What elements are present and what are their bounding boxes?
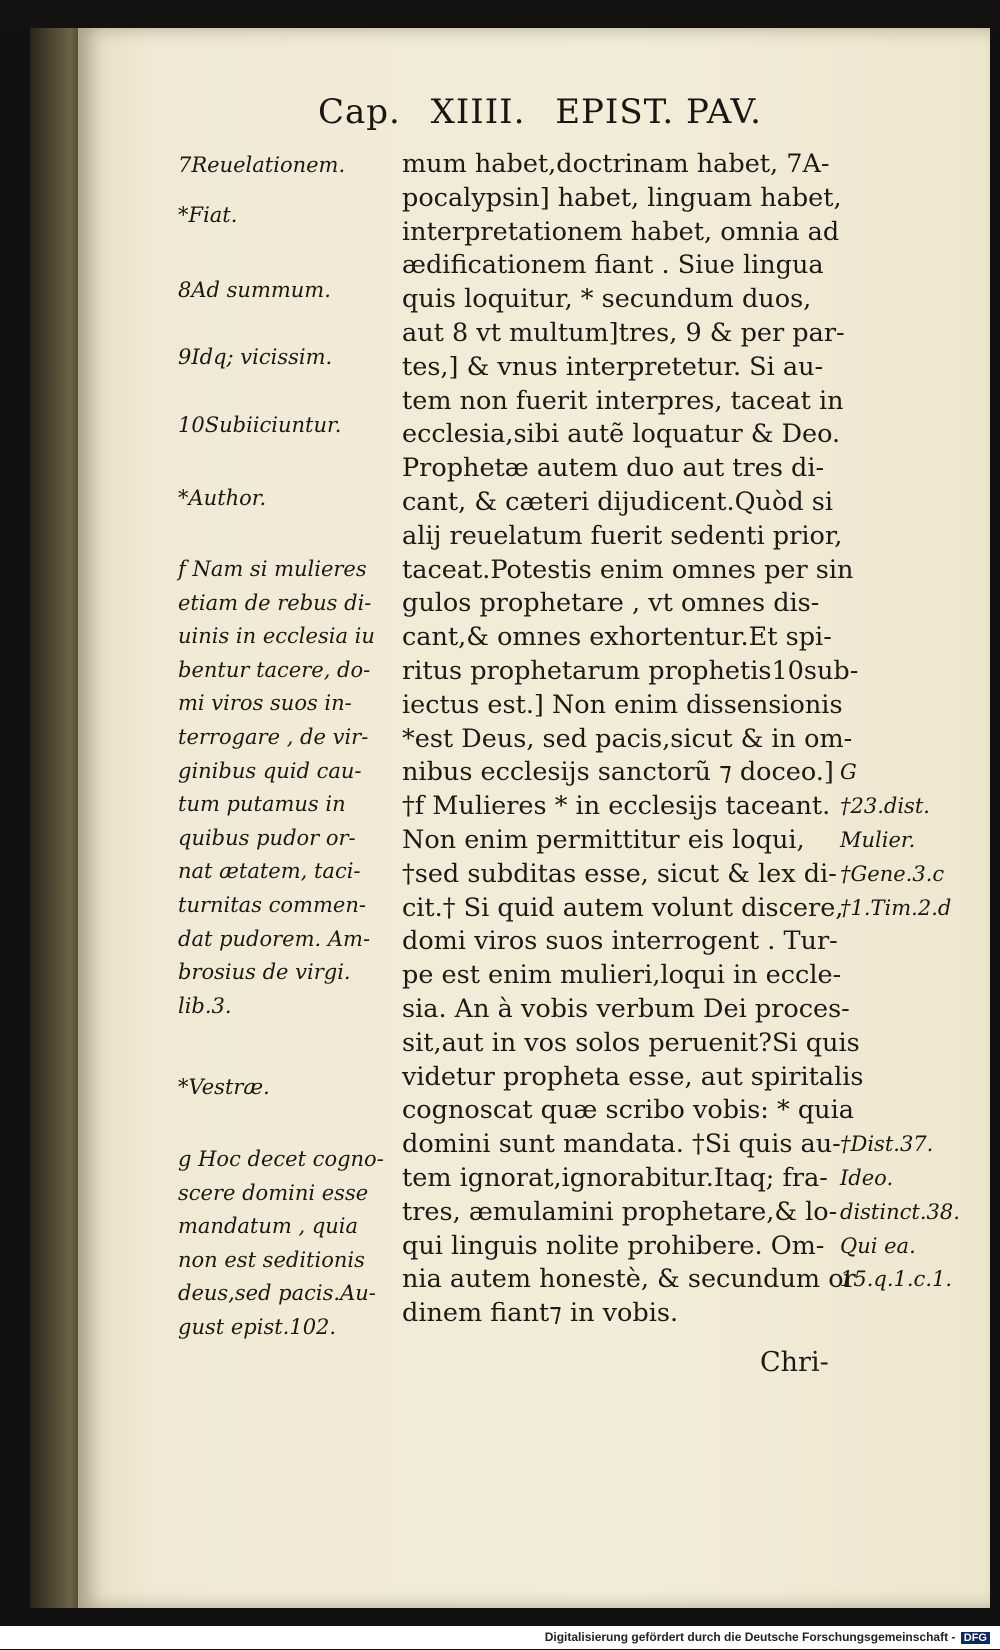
margin-note-g-augustinus [178,1143,398,1345]
text-line: taceat.Potestis enim omnes per sin [402,554,854,585]
text-line: sia. An à vobis verbum Dei proces- [402,993,850,1024]
text-line: quis loquitur, * secundum duos, [402,284,812,315]
header-chapter: Cap. [318,92,401,132]
text-line: pocalypsin] habet, linguam habet, [402,182,842,213]
text-line: cognoscat quæ scribo vobis: * quia [402,1095,854,1126]
text-line: tes,] & vnus interpretetur. Si au- [402,351,824,382]
margin-note-ad-summum: 8Ad summum. [178,278,331,302]
margin-line: g Hoc decet cogno- [178,1147,384,1171]
margin-line: bentur tacere, do- [178,657,371,682]
margin-note-vestrae: *Vestræ. [178,1075,270,1099]
right-margin-note: Mulier. [840,828,916,852]
text-line: interpretationem habet, omnia ad [402,216,840,247]
text-line: nibus ecclesijs sanctorũ ⁊ doceo.] [402,757,834,788]
text-line: cant,& omnes exhortentur.Et spi- [402,622,832,653]
text-line: iectus est.] Non enim dissensionis [402,689,843,720]
text-line: *est Deus, sed pacis,sicut & in om- [402,723,853,754]
margin-line: etiam de rebus di- [178,590,372,615]
text-line: tem ignorat,ignorabitur.Itaq; fra- [402,1162,828,1193]
right-margin-note: G [840,760,857,785]
text-line: domini sunt mandata. †Si quis au- [402,1129,841,1160]
right-margin-note: 15.q.1.c.1. [840,1267,953,1292]
margin-line: lib.3. [178,993,232,1018]
right-margin-note: †1.Tim.2.d [840,895,952,920]
margin-note-revelationem: 7Reuelationem. [178,153,346,177]
text-line: Non enim permittitur eis loqui, [402,824,805,855]
text-line: videtur propheta esse, aut spiritalis [402,1061,864,1092]
margin-line: terrogare , de vir- [178,724,369,749]
margin-line: ginibus quid cau- [178,758,362,783]
text-line: †f Mulieres * in ecclesijs taceant. [402,791,831,822]
margin-note-subiiciuntur: 10Subiiciuntur. [178,413,342,437]
text-line: qui linguis nolite prohibere. Om- [402,1230,825,1261]
catchword: Chri- [760,1347,829,1378]
margin-line: non est seditionis [178,1247,365,1272]
right-margin-note: Qui ea. [840,1233,916,1258]
text-line: mum habet,doctrinam habet, 7A- [402,149,830,179]
footer-text: Digitalisierung gefördert durch die Deutsche Forschungsgemeinschaft - [544,1630,956,1644]
margin-line: mandatum , quia [178,1214,359,1239]
text-line: gulos prophetare , vt omnes dis- [402,588,820,619]
text-line: tres, æmulamini prophetare,& lo- [402,1196,838,1227]
margin-line: turnitas commen- [178,892,366,917]
right-margin-note: †Dist.37. [840,1132,934,1157]
margin-line: brosius de virgi. [178,960,351,985]
margin-line: dat pudorem. Am- [178,926,371,951]
text-line: sit,aut in vos solos peruenit?Si quis [402,1027,860,1058]
text-line: cant, & cæteri dijudicent.Quòd si [402,486,833,517]
header-title: EPIST. PAV. [555,92,762,132]
text-line: alij reuelatum fuerit sedenti prior, [402,520,843,551]
text-line: ædificationem fiant . Siue lingua [402,250,824,281]
text-line: cit.† Si quid autem volunt discere, [402,892,844,923]
margin-note-author: *Author. [178,486,267,510]
scan-top-edge [0,0,1000,28]
margin-line: quibus pudor or- [178,825,356,850]
margin-line: f Nam si mulieres [178,557,367,581]
text-line: †sed subditas esse, sicut & lex di- [402,858,837,889]
text-line: ecclesia,sibi autẽ loquatur & Deo. [402,419,841,450]
margin-line: mi viros suos in- [178,691,352,716]
text-line: dinem fiant⁊ in vobis. [402,1298,679,1329]
margin-line: scere domini esse [178,1180,369,1205]
right-margin-note: Ideo. [840,1166,894,1190]
digitization-footer [0,1626,1000,1649]
text-line: domi viros suos interrogent . Tur- [402,926,838,957]
running-header [318,92,780,132]
text-line: tem non fuerit interpres, taceat in [402,385,844,416]
main-text-column [402,148,864,1331]
dfg-logo: DFG [961,1632,990,1644]
margin-line: uinis in ecclesia iu [178,624,375,649]
header-number: XIIII. [430,92,526,132]
text-line: Prophetæ autem duo aut tres di- [402,453,825,484]
right-margin-note: distinct.38. [840,1199,960,1224]
margin-line: gust epist.102. [178,1314,337,1339]
text-line: ritus prophetarum prophetis10sub- [402,655,859,686]
text-line: nia autem honestè, & secundum or [402,1264,856,1295]
margin-note-fiat: *Fiat. [178,203,238,227]
text-line: aut 8 vt multum]tres, 9 & per par- [402,317,845,348]
text-line: pe est enim mulieri,loqui in eccle- [402,960,842,991]
right-margin-note: †23.dist. [840,794,930,819]
margin-line: tum putamus in [178,792,346,817]
margin-note-f-ambrosius [178,553,398,1023]
margin-note-idq-vicissim: 9Idq; vicissim. [178,345,333,369]
margin-line: nat ætatem, taci- [178,859,361,884]
margin-line: deus,sed pacis.Au- [178,1281,376,1306]
right-margin-note: †Gene.3.c [840,861,945,886]
